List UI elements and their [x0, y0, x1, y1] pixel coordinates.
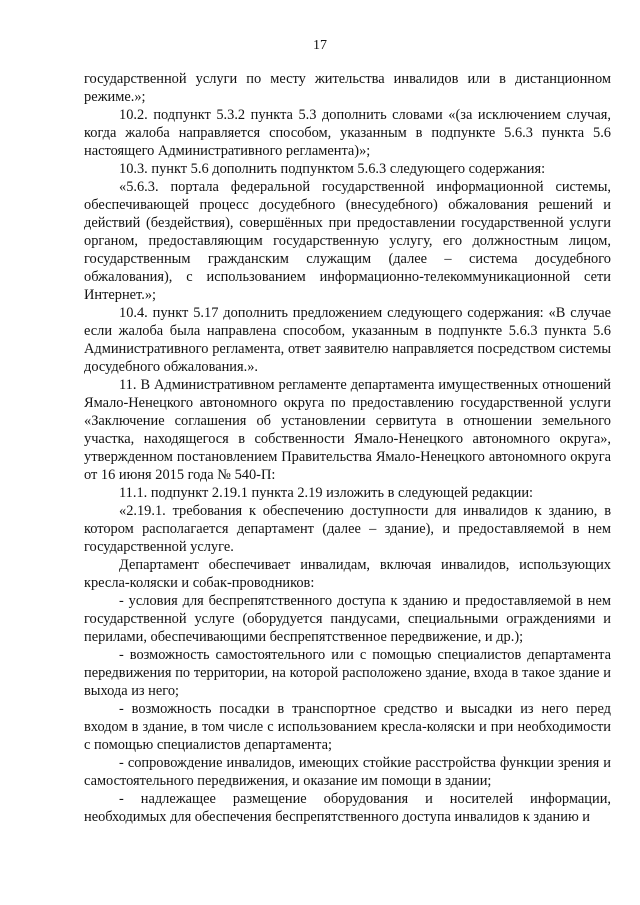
paragraph-10-2: 10.2. подпункт 5.3.2 пункта 5.3 дополнить словами «(за исключением случая, когда жалоба направляется способом, указанным в подпункте 5.6.3 пункта 5.6 настоящего Административного регламента)»;: [84, 107, 611, 159]
paragraph-11-1: 11.1. подпункт 2.19.1 пункта 2.19 изложить в следующей редакции:: [119, 485, 534, 501]
list-item-equipment-placement: - надлежащее размещение оборудования и носителей информации, необходимых для обеспечения беспрепятственного доступа инвалидов к зданию и: [84, 791, 611, 825]
list-item-access-conditions: - условия для беспрепятственного доступа к зданию и предоставляемой в нем государственной услуге (оборудуется пандусами, специальными ограждениями и перилами, обеспечивающими беспрепятственное передвижение, и др.);: [84, 593, 611, 645]
list-item-transport-boarding: - возможность посадки в транспортное средство и высадки из него перед входом в здание, в том числе с использованием кресла-коляски и при необходимости с помощью специалистов департамента;: [84, 701, 611, 753]
list-item-escort: - сопровождение инвалидов, имеющих стойкие расстройства функции зрения и самостоятельного передвижения, и оказание им помощи в здании;: [84, 755, 611, 789]
paragraph-2-19-1-quote: «2.19.1. требования к обеспечению доступности для инвалидов к зданию, в котором располагается департамент (далее – здание), и предоставляемой в нем государственной услуге.: [84, 503, 611, 555]
paragraph-11: 11. В Административном регламенте департамента имущественных отношений Ямало-Ненецкого автономного округа по предоставлению государственной услуги «Заключение соглашения об установлении сервитута в отношении земельного участка, находящегося в собственности Ямало-Ненецкого автономного округа», утвержденном постановлением Правительства Ямало-Ненецкого автономного округа от 16 июня 2015 года № 540-П:: [84, 377, 611, 483]
document-body: [84, 70, 611, 826]
paragraph-10-4: 10.4. пункт 5.17 дополнить предложением следующего содержания: «В случае если жалоба была направлена способом, указанным в подпункте 5.6.3 пункта 5.6 Административного регламента, ответ заявителю направляется посредством системы досудебного обжалования.».: [84, 305, 611, 375]
paragraph-10-3: 10.3. пункт 5.6 дополнить подпунктом 5.6.3 следующего содержания:: [119, 161, 546, 177]
list-item-movement: - возможность самостоятельного или с помощью специалистов департамента передвижения по территории, на которой расположено здание, входа в такое здание и выхода из него;: [84, 647, 611, 699]
page-number: 17: [313, 38, 327, 53]
paragraph-continuation: государственной услуги по месту жительства инвалидов или в дистанционном режиме.»;: [84, 71, 611, 105]
paragraph-department-provides: Департамент обеспечивает инвалидам, включая инвалидов, использующих кресла-коляски и собак-проводников:: [84, 557, 611, 591]
paragraph-5-6-3-quote: «5.6.3. портала федеральной государственной информационной системы, обеспечивающей процесс досудебного (внесудебного) обжалования решений и действий (бездействия), совершённых при предоставлении государственной услуги органом, предоставляющим государственную услугу, его должностным лицом, государственным гражданским служащим (далее – система досудебного обжалования), с использованием информационно-телекоммуникационной сети Интернет.»;: [84, 179, 611, 303]
